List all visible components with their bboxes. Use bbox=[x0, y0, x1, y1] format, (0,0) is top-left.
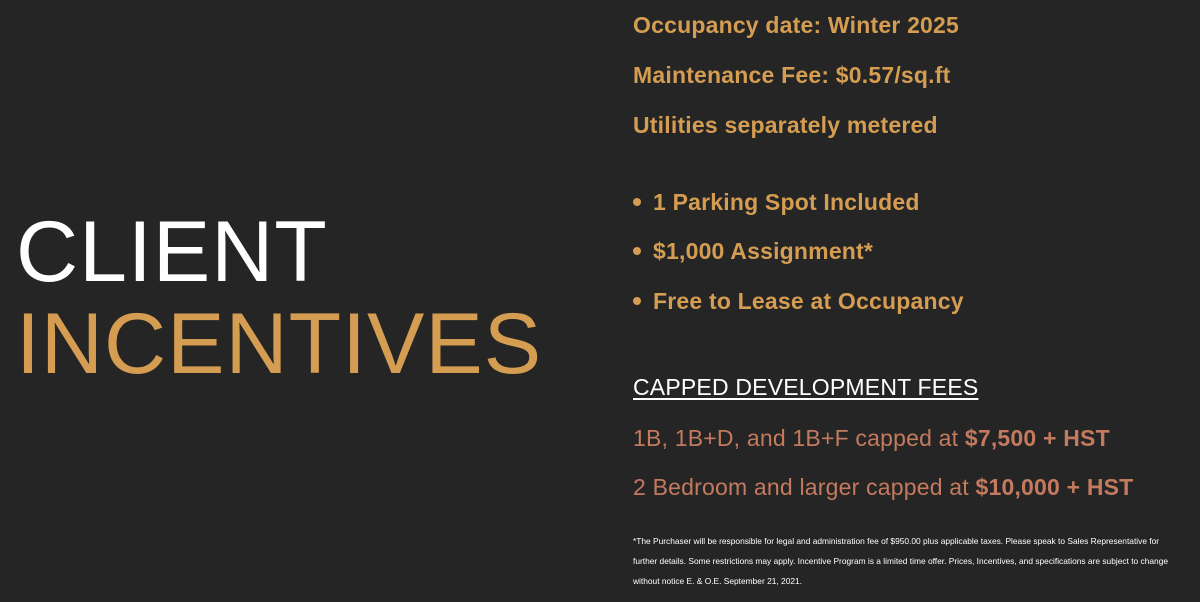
fee-amount: $7,500 + HST bbox=[964, 425, 1110, 451]
title-line-client: CLIENT bbox=[16, 204, 328, 300]
bullet-label: Free to Lease at Occupancy bbox=[653, 288, 964, 314]
bullet-label: $1,000 Assignment* bbox=[653, 238, 874, 264]
occupancy-date: Occupancy date: Winter 2025 bbox=[633, 12, 960, 38]
capped-fees-heading: CAPPED DEVELOPMENT FEES bbox=[633, 374, 979, 400]
fee-description: 1B, 1B+D, and 1B+F capped at bbox=[633, 425, 965, 451]
bullet-item-lease bbox=[633, 288, 964, 315]
fee-line-1b bbox=[633, 425, 1110, 452]
bullet-dot-icon bbox=[633, 198, 641, 206]
fee-amount: $10,000 + HST bbox=[975, 474, 1134, 500]
maintenance-fee: Maintenance Fee: $0.57/sq.ft bbox=[633, 62, 951, 88]
bullet-dot-icon bbox=[633, 297, 641, 305]
disclaimer-text: *The Purchaser will be responsible for legal and administration fee of $950.00 plus applicable taxes. Please speak to Sales Representative for further details. Some restrictions may apply. Incentive Program is a limited time offer. Prices, Incentives, and specifications are subject to change without notice E. & O.E. September 21, 2021. bbox=[633, 536, 1169, 586]
bullet-item-parking bbox=[633, 189, 920, 216]
bullet-dot-icon bbox=[633, 247, 641, 255]
bullet-item-assignment bbox=[633, 238, 873, 265]
fee-description: 2 Bedroom and larger capped at bbox=[633, 474, 976, 500]
page-title bbox=[16, 206, 542, 390]
bullet-label: 1 Parking Spot Included bbox=[653, 189, 920, 215]
title-line-incentives: INCENTIVES bbox=[16, 296, 543, 392]
utilities-info: Utilities separately metered bbox=[633, 112, 938, 138]
fee-line-2b bbox=[633, 474, 1133, 501]
